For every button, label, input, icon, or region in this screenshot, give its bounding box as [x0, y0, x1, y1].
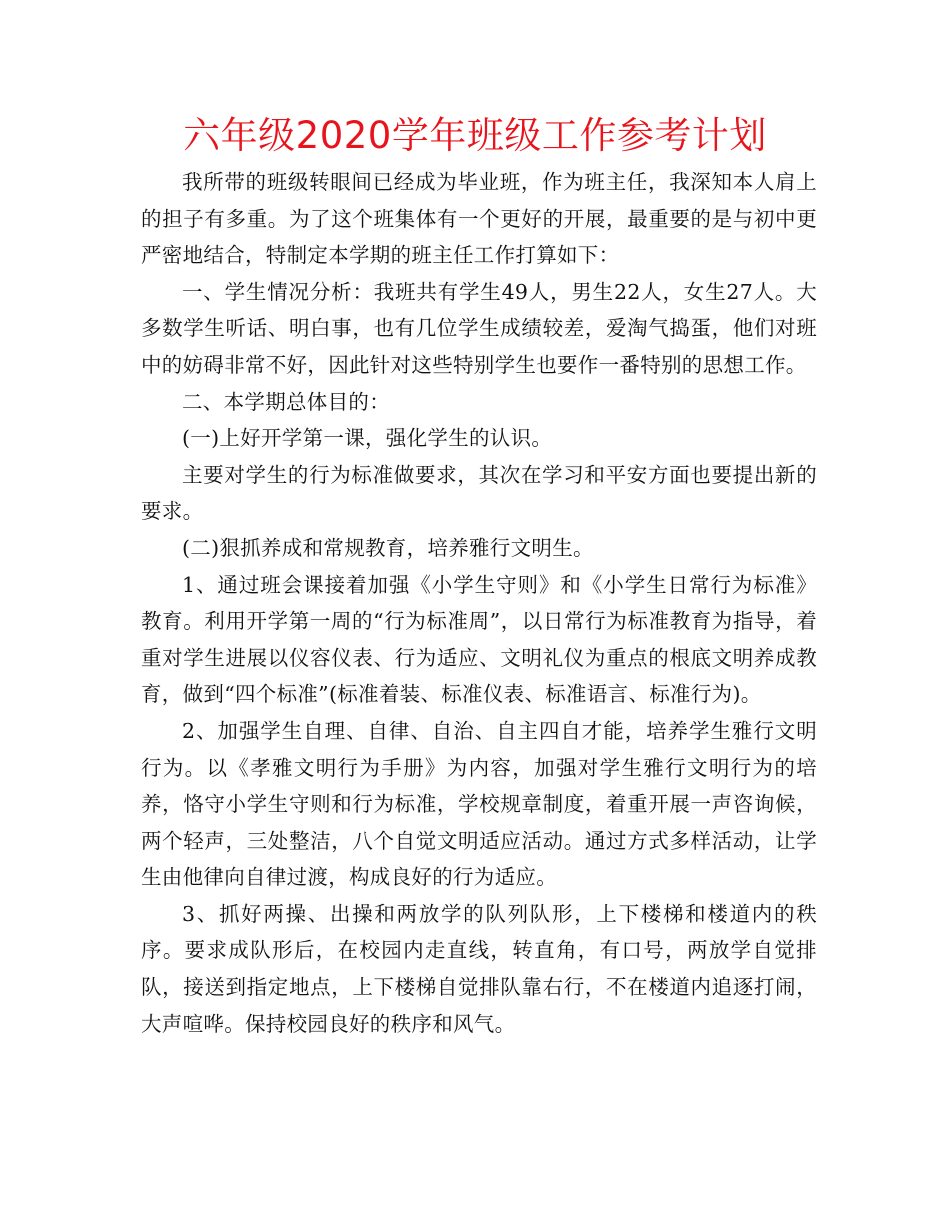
paragraph-item-3: 3、抓好两操、出操和两放学的队列队形，上下楼梯和楼道内的秩序。要求成队形后，在校园内走直线，转直角，有口号，两放学自觉排队，接送到指定地点，上下楼梯自觉排队靠右行，不在楼道内追逐打闹，大声喧哗。保持校园良好的秩序和风气。 — [141, 901, 817, 1036]
document-body — [141, 164, 817, 1042]
paragraph-item-2: 2、加强学生自理、自律、自治、自主四自才能，培养学生雅行文明行为。以《孝雅文明行为手册》为内容，加强对学生雅行文明行为的培养，恪守小学生守则和行为标准，学校规章制度，着重开展一声咨询候，两个轻声，三处整洁，八个自觉文明适应活动。通过方式多样活动，让学生由他律向自律过渡，构成良好的行为适应。 — [141, 718, 817, 890]
document-title: 六年级2020学年班级工作参考计划 — [183, 114, 767, 157]
paragraph-goal-2-heading: (二)狠抓养成和常规教育，培养雅行文明生。 — [182, 535, 594, 560]
paragraph-goal-1-detail: 主要对学生的行为标准做要求，其次在学习和平安方面也要提出新的要求。 — [141, 462, 817, 524]
paragraph-intro: 我所带的班级转眼间已经成为毕业班，作为班主任，我深知本人肩上的担子有多重。为了这个班集体有一个更好的开展，最重要的是与初中更严密地结合，特制定本学期的班主任工作打算如下： — [141, 170, 817, 268]
paragraph-item-1: 1、通过班会课接着加强《小学生守则》和《小学生日常行为标准》教育。利用开学第一周的“行为标准周”，以日常行为标准教育为指导，着重对学生进展以仪容仪表、行为适应、文明礼仪为重点的根底文明养成教育，做到“四个标准”(标准着装、标准仪表、标准语言、标准行为)。 — [141, 572, 817, 707]
paragraph-goal-1-heading: (一)上好开学第一课，强化学生的认识。 — [182, 426, 553, 451]
paragraph-overall-goals-heading: 二、本学期总体目的： — [182, 389, 390, 414]
paragraph-student-analysis: 一、学生情况分析：我班共有学生49人，男生22人，女生27人。大多数学生听话、明白事，也有几位学生成绩较差，爱淘气捣蛋，他们对班中的妨碍非常不好，因此针对这些特别学生也要作一番特别的思想工作。 — [141, 279, 817, 377]
